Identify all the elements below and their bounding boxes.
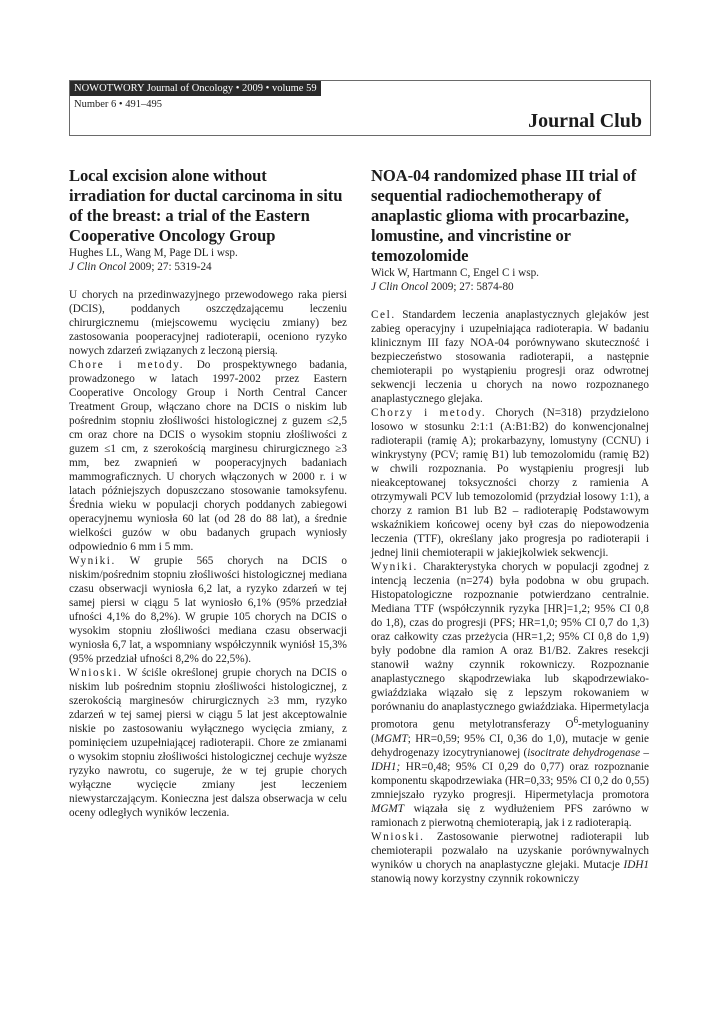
left-article-title: Local excision alone without irradiation for ductal carcinoma in situ of the breast: a trial of the Eastern Cooperative Oncology Group <box>69 166 343 245</box>
methods-text: Do prospektywnego badania, prowadzonego w latach 1997-2002 przez Eastern Cooperative Oncology Group i North Central Cancer Treatment Group, włączano chore na DCIS o niskim lub pośrednim stopniu złośliwości histologicznej z guzem ≤2,5 cm oraz chore na DCIS o wysokim stopniu złośliwości z guzem ≤1 cm, z szerokością marginesu chirurgicznego ≥3 mm, bez zwapnień w pooperacyjnych badaniach mammograficznych. U chorych włączonych w 2000 r. i w latach późniejszych dopuszczano stosowanie tamoksyfenu. Średnia wieku w populacji chorych poddanych zabiegowi operacyjnemu wyniosła 60 lat (od 28 do 88 lat), a średnie wielkości guzów w obu badanych grupach wyniosły odpowiednio 6 mm i 5 mm. <box>69 359 347 553</box>
right-article-results <box>371 560 649 830</box>
right-article-citation-details: 2009; 27: 5874-80 <box>428 281 514 293</box>
results-label: Wyniki. <box>69 555 116 567</box>
left-article-methods <box>69 358 347 554</box>
results-text: ; HR=0,59; 95% CI, 0,36 do 1,0), mutacje w genie dehydrogenazy izocytrynianowej ( <box>371 732 649 759</box>
results-text: W grupie 565 chorych na DCIS o niskim/pośrednim stopniu złośliwości histologicznej mediana czasu obserwacji wyniosła 6,2 lat, a ryzyko zdarzeń w tej samej piersi w ciągu 5 lat wyniosło 6,1% (95% przedział ufności 4,1% do 8,2%). W grupie 105 chorych na DCIS o wysokim stopniu złośliwości mediana czasu obserwacji wyniosła 6,7 lat, a wspomniany współczynnik wyniósł 15,3% (95% przedział ufności 8,2% do 22,5%). <box>69 555 347 665</box>
conclusions-text: stanowią nowy korzystny czynnik rokowniczy <box>371 872 580 885</box>
aim-label: Cel. <box>371 309 396 321</box>
methods-label: Chorzy i metody. <box>371 407 487 419</box>
gene-name: isocitrate dehydrogenase – IDH1; <box>371 746 649 773</box>
left-article <box>69 166 347 820</box>
gene-name: IDH1 <box>623 858 649 871</box>
results-text: wiązała się z wydłużeniem PFS zarówno w ramionach z pierwotną chemioterapią, jak i z radioterapią. <box>371 802 649 829</box>
right-article-aim <box>371 308 649 406</box>
masthead <box>69 80 651 136</box>
conclusions-text: W ściśle określonej grupie chorych na DCIS o niskim lub pośrednim stopniu złośliwości histologicznej, z szerokością marginesów chirurgicznych ≥3 mm, ryzyko zdarzeń w tej samej piersi w ciągu 5 lat jest akceptowalnie niskie po zastosowaniu wyłącznego wycięcia zmiany, z pominięciem uzupełniającej radioterapii. Chore ze zmianami o wysokim stopniu złośliwości histologicznej cechuje wyższe ryzyko nawrotu, co sugeruje, że w tej grupie chorych wyłączne wycięcie zmiany jest leczeniem niewystarczającym. Konieczna jest dalsza obserwacja w celu oceny odległych wyników leczenia. <box>69 667 347 819</box>
left-article-authors: Hughes LL, Wang M, Page DL i wsp. <box>69 247 238 259</box>
gene-name: MGMT <box>374 732 408 745</box>
left-article-conclusions <box>69 666 347 820</box>
right-article-citation <box>371 280 649 294</box>
left-article-intro: U chorych na przedinwazyjnego przewodowego raka piersi (DCIS), poddanych oszczędzającemu leczeniu chirurgicznemu (miejscowemu wycięciu zmiany) bez zastosowania pooperacyjnej radioterapii, oceniono ryzyko nowych zdarzeń związanych z leczoną piersią. <box>69 289 347 357</box>
results-label: Wyniki. <box>371 561 418 573</box>
results-text: Charakterystyka chorych w populacji zgodnej z intencją leczenia (n=274) była podobna w obu grupach. Histopatologiczne rozpoznanie potwierdzano centralnie. Mediana TTF (współczynnik ryzyka [HR]=1,2; 95% CI 0,8 do 1,8), czas do progresji (PFS; HR=1,0; 95% CI 0,7 do 1,3) oraz całkowity czas przeżycia (HR=1,2; 95% CI 0,8 do 1,9) były podobne dla ramion A oraz B1/B2. Zakres resekcji stanowił ważny czynnik rokowniczy. Rozpoznanie anaplastycznego skąpodrzewiaka lub skąpodrzewiako-gwiaździaka wiązało się z lepszym rokowaniem w porównaniu do anaplastycznego gwiaździaka. Hipermetylacja promotora genu metylotransferazy O <box>371 561 649 731</box>
right-article-title: NOA-04 randomized phase III trial of sequential radiochemotherapy of anaplastic glioma with procarbazine, lomustine, and vincristine or temozolomide <box>371 166 637 265</box>
right-article-journal: J Clin Oncol <box>371 281 429 293</box>
left-article-journal: J Clin Oncol <box>69 261 127 273</box>
results-text: HR=0,48; 95% CI 0,29 do 0,77) oraz rozpoznanie komponentu skąpodrzewiaka (HR=0,33; 95% CI 0,2 do 0,55) zmniejszało ryzyko progresji. Hipermetylacja promotora <box>371 760 649 801</box>
conclusions-label: Wnioski. <box>69 667 123 679</box>
methods-text: Chorych (N=318) przydzielono losowo w stosunku 2:1:1 (A:B1:B2) do konwencjonalnej radioterapii (ramię A); prokarbazyny, lomustyny (CCNU) i winkrystyny (PCV; ramię B1) lub temozolomidu (ramię B2) w chwili rozpoznania. Po wystąpieniu progresji lub nieakceptowanej toksyczności chorzy z ramienia A otrzymywali PCV lub temozolomid (przydział losowy 1:1), a chorzy z ramion B1 lub B2 – radioterapię Podstawowym wskaźnikiem końcowej oceny był czas do niepowodzenia leczenia (TTF), określany jako progresja po radioterapii i jednej linii chemioterapii w jakiejkolwiek sekwencji. <box>371 407 649 559</box>
left-article-results <box>69 554 347 666</box>
right-article-authors: Wick W, Hartmann C, Engel C i wsp. <box>371 267 539 279</box>
issue-number: Number 6 • 491–495 <box>74 99 162 110</box>
section-title: Journal Club <box>528 110 642 132</box>
left-article-citation-details: 2009; 27: 5319-24 <box>126 261 212 273</box>
journal-name: NOWOTWORY Journal of Oncology • 2009 • volume 59 <box>70 81 321 96</box>
methods-label: Chore i metody. <box>69 359 185 371</box>
right-article <box>371 166 649 886</box>
right-article-methods <box>371 406 649 560</box>
gene-name: MGMT <box>371 802 404 815</box>
superscript: 6 <box>573 716 579 726</box>
conclusions-text: Zastosowanie pierwotnej radioterapii lub chemioterapii pozwalało na uzyskanie porównywalnych wyników u chorych na anaplastyczne glejaki. Mutacje <box>371 830 649 871</box>
conclusions-label: Wnioski. <box>371 830 425 843</box>
results-text: -metyloguaniny ( <box>371 718 649 745</box>
aim-text: Standardem leczenia anaplastycznych glejaków jest zabieg operacyjny i uzupełniająca radioterapia. W badaniu klinicznym III fazy NOA-04 porównywano skuteczność i bezpieczeństwo stosowania radioterapii, a następnie chemioterapii po wystąpieniu progresji oraz odwrotnej sekwencji leczenia u chorych na nowo rozpoznanego anaplastycznego glejaka. <box>371 309 649 405</box>
right-article-conclusions <box>371 830 649 886</box>
left-article-citation <box>69 260 347 274</box>
